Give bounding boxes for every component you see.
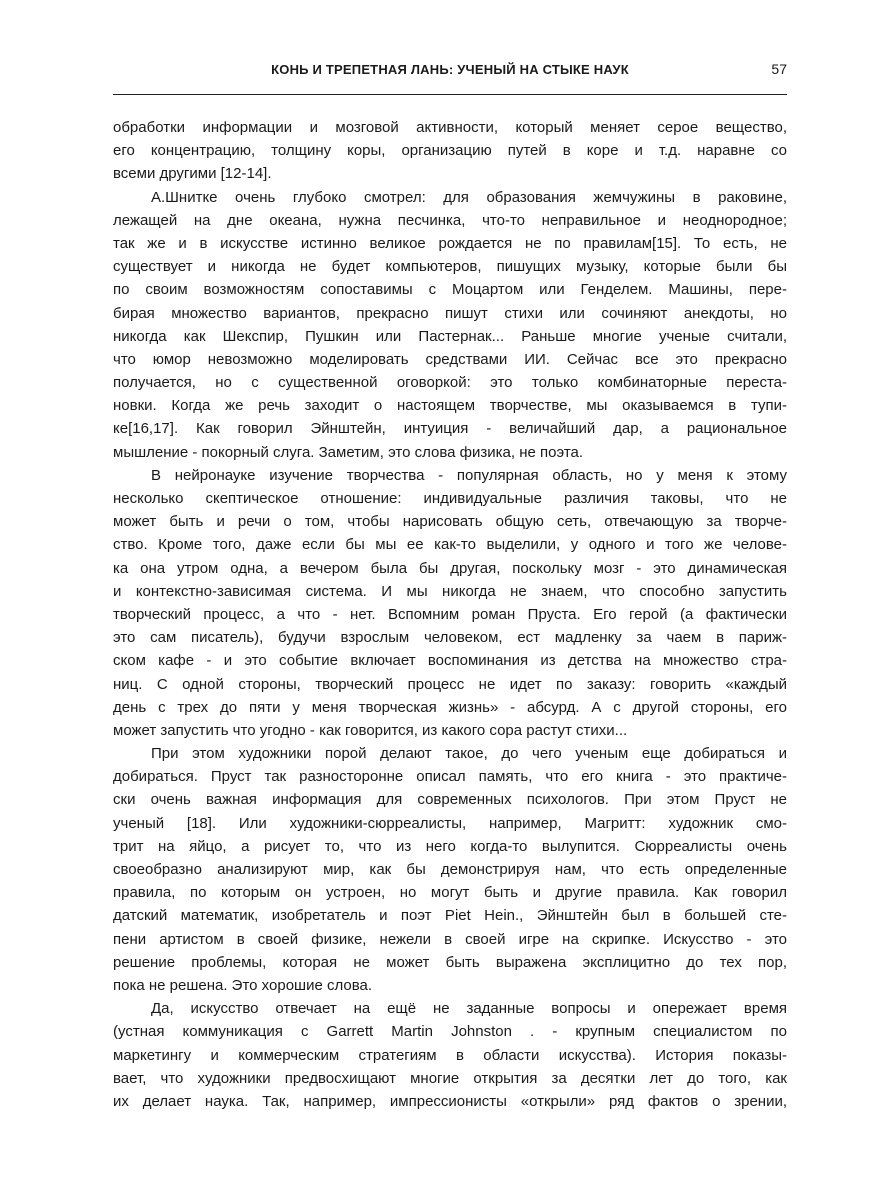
text-line: и контекстно-зависимая система. И мы никогда не знаем, что способно запустить [113,582,787,600]
text-line: ство. Кроме того, даже если бы мы ее как-то выделили, у одного и того же челове- [113,536,787,554]
text-line: по своим возможностям сопоставимы с Моцартом или Генделем. Машины, пере- [113,281,787,299]
text-line: пени артистом в своей физике, нежели в своей игре на скрипке. Искусство - это [113,930,787,948]
text-line: никогда как Шекспир, Пушкин или Пастернак... Раньше многие ученые считали, [113,327,787,345]
text-line: творческий процесс, а что - нет. Вспомним роман Пруста. Его герой (а фактически [113,605,787,623]
text-line: добираться. Пруст так разносторонне описал память, что его книга - это практиче- [113,768,787,786]
text-line: ке[16,17]. Как говорил Эйнштейн, интуиция - величайший дар, а рациональное [113,420,787,438]
text-line: всеми другими [12-14]. [113,165,272,183]
text-line: получается, но с существенной оговоркой: это только комбинаторные переста- [113,374,787,392]
text-line: решение проблемы, которая не может быть выражена эксплицитно до тех пор, [113,953,787,971]
running-title: КОНЬ И ТРЕПЕТНАЯ ЛАНЬ: УЧЕНЫЙ НА СТЫКЕ НАУК [271,62,629,77]
page-number: 57 [771,61,787,77]
text-line: А.Шнитке очень глубоко смотрел: для образования жемчужины в раковине, [151,188,787,206]
paragraph [113,116,787,186]
text-line: день с трех до пяти у меня творческая жизнь» - абсурд. А с другой стороны, его [113,698,787,716]
body-text [113,116,787,1113]
text-line: существует и никогда не будет компьютеров, пишущих музыку, которые были бы [113,258,787,276]
text-line: Да, искусство отвечает на ещё не заданные вопросы и опережает время [151,1000,787,1018]
paragraph [113,742,787,997]
text-line: лежащей на дне океана, нужна песчинка, что-то неправильное и неоднородное; [113,211,787,229]
paragraph [113,186,787,464]
text-line: ниц. С одной стороны, творческий процесс не идет по заказу: говорить «каждый [113,675,787,693]
text-line: вает, что художники предвосхищают многие открытия за десятки лет до того, как [113,1069,787,1087]
text-line: (устная коммуникация с Garrett Martin Johnston . - крупным специалистом по [113,1023,787,1041]
page-header [113,60,787,84]
header-rule [113,94,787,95]
text-line: мышление - покорный слуга. Заметим, это слова физика, не поэта. [113,443,584,461]
text-line: может быть и речи о том, чтобы нарисовать общую сеть, отвечающую за творче- [113,513,787,531]
text-line: несколько скептическое отношение: индивидуальные различия таковы, что не [113,490,787,507]
text-line: ученый [18]. Или художники-сюрреалисты, например, Магритт: художник смо- [113,814,787,832]
text-line: это сам писатель), будучи взрослым человеком, ест мадленку за чаем в париж- [113,629,787,647]
text-line: его концентрацию, толщину коры, организацию путей в коре и т.д. наравне со [113,142,787,160]
text-line: что юмор невозможно моделировать средствами ИИ. Сейчас все это прекрасно [113,350,787,368]
text-line: ском кафе - и это событие включает воспоминания из детства на множество стра- [113,652,787,670]
text-line: В нейронауке изучение творчества - популярная область, но у меня к этому [151,466,787,484]
text-line: так же и в искусстве истинно великое рождается не по правилам[15]. То есть, не [113,234,787,252]
text-line: бирая множество вариантов, прекрасно пишут стихи или сочиняют анекдоты, но [113,304,787,322]
text-line: ски очень важная информация для современных психологов. При этом Пруст не [113,791,787,809]
text-line: датский математик, изобретатель и поэт Piet Hein., Эйнштейн был в большей сте- [113,907,787,925]
text-line: пока не решена. Это хорошие слова. [113,976,373,994]
text-line: правила, по которым он устроен, но могут быть и другие правила. Как говорил [113,884,787,902]
text-line: своеобразно анализируют мир, как бы демонстрируя нам, что есть определенные [113,861,787,878]
paragraph [113,997,787,1113]
text-line: маркетингу и коммерческим стратегиям в области искусства). История показы- [113,1046,787,1064]
paragraph [113,464,787,742]
text-line: может запустить что угодно - как говорится, из какого сора растут стихи... [113,721,628,739]
text-line: новки. Когда же речь заходит о настоящем творчестве, мы оказываемся в тупи- [113,397,787,415]
text-line: обработки информации и мозговой активности, который меняет серое вещество, [113,119,787,136]
text-line: ка она утром одна, а вечером была бы другая, поскольку мозг - это динамическая [113,559,787,577]
text-line: При этом художники порой делают такое, до чего ученым еще добираться и [151,745,787,763]
text-line: трит на яйцо, а рисует то, что из него когда-то вылупится. Сюрреалисты очень [113,837,787,855]
text-line: их делает наука. Так, например, импрессионисты «открыли» ряд фактов о зрении, [113,1092,787,1110]
